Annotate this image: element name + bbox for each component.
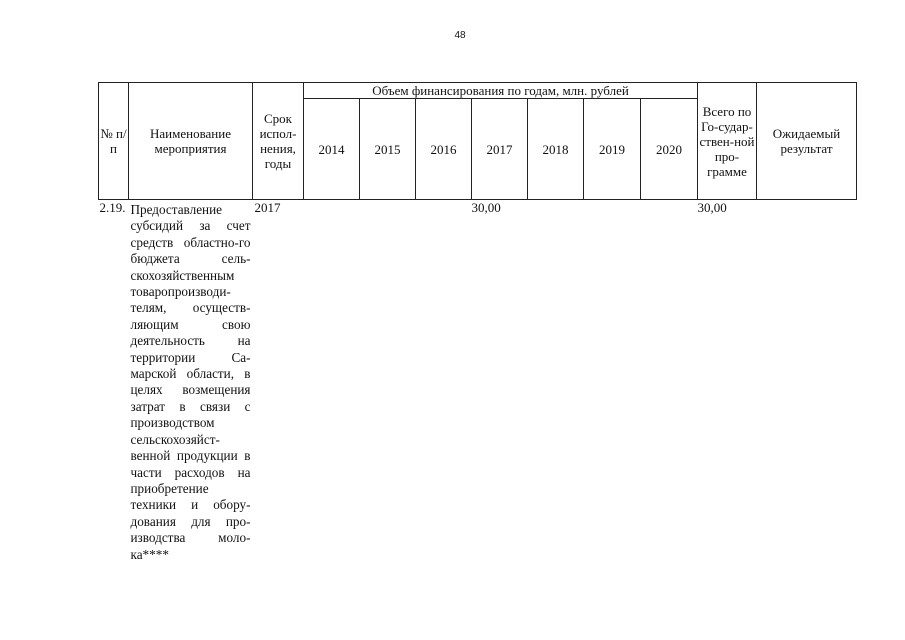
header-year: 2018 xyxy=(528,99,584,200)
header-year: 2020 xyxy=(641,99,698,200)
header-year: 2015 xyxy=(360,99,416,200)
row-value-2014 xyxy=(304,200,360,563)
row-total: 30,00 xyxy=(697,200,727,215)
program-table xyxy=(98,82,857,563)
header-year: 2016 xyxy=(416,99,472,200)
header-result: Ожидаемый результат xyxy=(757,83,857,200)
header-year: 2017 xyxy=(472,99,528,200)
row-value-2015 xyxy=(360,200,416,563)
row-value-2020 xyxy=(641,200,698,563)
table-row xyxy=(99,200,857,563)
header-num: № п/п xyxy=(99,83,129,200)
header-term: Срок испол-нения, годы xyxy=(253,83,304,200)
header-funding: Объем финансирования по годам, млн. рублей xyxy=(304,83,698,99)
header-total: Всего по Го-судар-ствен-ной про-грамме xyxy=(698,83,757,200)
header-year: 2014 xyxy=(304,99,360,200)
row-value-2016 xyxy=(416,200,472,563)
row-value-2018 xyxy=(528,200,584,563)
row-result xyxy=(757,200,857,563)
row-term: 2017 xyxy=(254,200,281,215)
row-name: Предоставление субсидий за счет средств областно-го бюджета сель-скохозяйственным товаропроизводи-телям, осуществ-ляющим свою деятельность на территории Са-марской области, в целях возмещения затрат в связи с производством сельскохозяйст-венной продукции в части расходов на приобретение техники и обору-дования для про-изводства моло-ка**** xyxy=(130,202,251,562)
header-name: Наименование мероприятия xyxy=(129,83,253,200)
row-value-2017: 30,00 xyxy=(471,200,501,215)
row-value-2019 xyxy=(584,200,641,563)
header-year: 2019 xyxy=(584,99,641,200)
row-num: 2.19. xyxy=(99,200,126,215)
page-number: 48 xyxy=(454,30,466,41)
